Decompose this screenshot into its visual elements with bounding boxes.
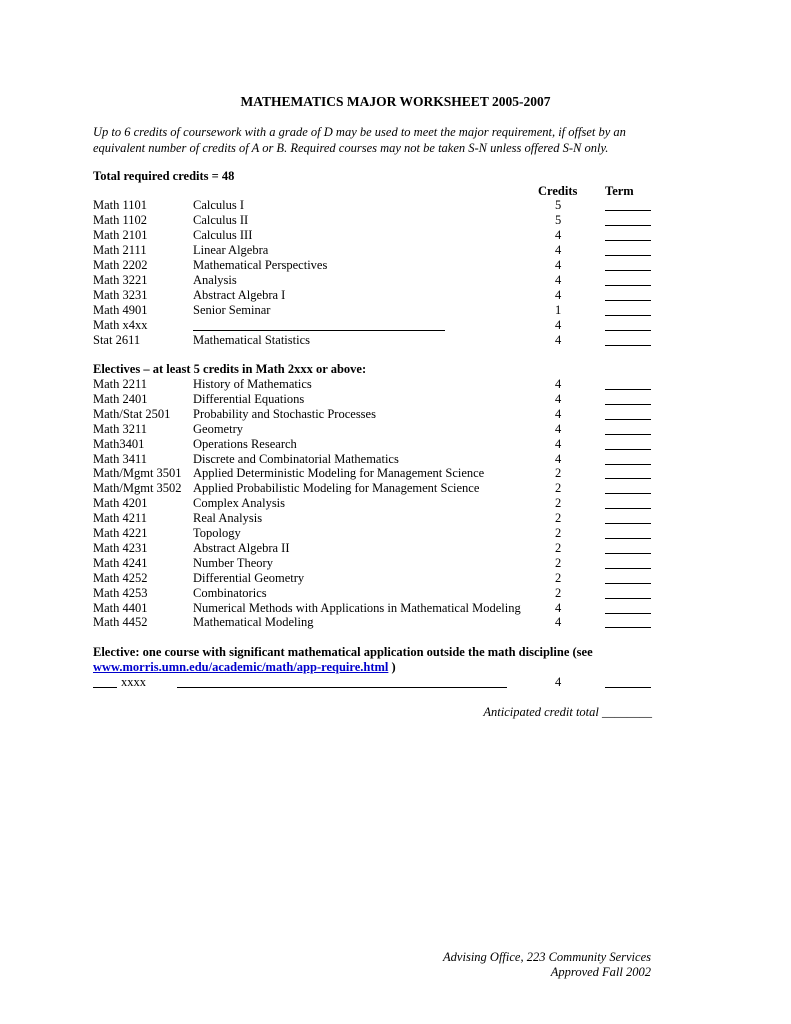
electives-heading: Electives – at least 5 credits in Math 2xxx or above: bbox=[93, 362, 367, 376]
course-title: Numerical Methods with Applications in Mathematical Modeling bbox=[193, 600, 521, 615]
course-row bbox=[93, 556, 653, 571]
course-row bbox=[93, 333, 653, 348]
course-title-blank[interactable] bbox=[193, 318, 445, 331]
required-heading: Total required credits = 48 bbox=[93, 169, 235, 183]
course-row bbox=[93, 511, 653, 526]
course-row bbox=[93, 586, 653, 601]
course-credits: 4 bbox=[555, 228, 562, 242]
course-credits: 2 bbox=[555, 466, 562, 481]
term-blank[interactable] bbox=[605, 449, 651, 450]
course-credits: 5 bbox=[555, 213, 562, 227]
course-code: Math 4211 bbox=[93, 511, 148, 526]
course-credits: 4 bbox=[555, 333, 562, 347]
footer-approved: Approved Fall 2002 bbox=[550, 965, 651, 979]
course-credits: 4 bbox=[555, 436, 562, 451]
term-blank[interactable] bbox=[605, 255, 651, 256]
term-blank[interactable] bbox=[605, 210, 651, 211]
course-code: Math 4221 bbox=[93, 526, 148, 540]
course-title: Abstract Algebra I bbox=[193, 288, 286, 302]
term-blank[interactable] bbox=[605, 568, 651, 569]
application-course-blank[interactable] bbox=[177, 675, 507, 688]
course-credits: 2 bbox=[555, 511, 562, 526]
course-row bbox=[93, 526, 653, 541]
course-title: Geometry bbox=[193, 421, 243, 436]
course-title: Mathematical Modeling bbox=[193, 615, 314, 630]
course-row bbox=[93, 243, 653, 258]
course-code: Math 3211 bbox=[93, 421, 148, 436]
course-code: Math3401 bbox=[93, 436, 145, 451]
term-blank[interactable] bbox=[605, 404, 651, 405]
term-blank[interactable] bbox=[605, 478, 651, 479]
course-code: Math 1102 bbox=[93, 213, 148, 227]
course-title: Calculus III bbox=[193, 228, 253, 242]
course-row bbox=[93, 198, 653, 213]
course-code: Math 4901 bbox=[93, 303, 148, 317]
course-code: Math 2401 bbox=[93, 391, 148, 406]
term-blank[interactable] bbox=[605, 285, 651, 286]
course-title: Number Theory bbox=[193, 555, 273, 570]
course-row bbox=[93, 288, 653, 303]
course-row bbox=[93, 228, 653, 243]
link-suffix: ) bbox=[388, 660, 396, 674]
course-row bbox=[93, 466, 653, 481]
course-credits: 4 bbox=[555, 451, 562, 466]
term-blank[interactable] bbox=[605, 345, 651, 346]
course-row bbox=[93, 422, 653, 437]
course-row bbox=[93, 303, 653, 318]
term-blank[interactable] bbox=[605, 613, 651, 614]
course-title: Discrete and Combinatorial Mathematics bbox=[193, 451, 399, 466]
course-code: Math 1101 bbox=[93, 198, 148, 212]
application-code: xxxx bbox=[121, 675, 146, 689]
course-row bbox=[93, 273, 653, 288]
course-code: Math/Stat 2501 bbox=[93, 406, 171, 421]
course-title: Differential Equations bbox=[193, 391, 305, 406]
course-code: Math/Mgmt 3501 bbox=[93, 466, 182, 481]
course-credits: 2 bbox=[555, 555, 562, 570]
app-require-link[interactable]: www.morris.umn.edu/academic/math/app-require.html bbox=[93, 660, 389, 674]
term-blank[interactable] bbox=[605, 270, 651, 271]
application-term-blank[interactable] bbox=[605, 687, 651, 688]
page-title: MATHEMATICS MAJOR WORKSHEET 2005-2007 bbox=[240, 94, 551, 109]
course-row bbox=[93, 571, 653, 586]
course-credits: 2 bbox=[555, 570, 562, 585]
course-title: Differential Geometry bbox=[193, 570, 305, 585]
term-blank[interactable] bbox=[605, 225, 651, 226]
course-title: Calculus I bbox=[193, 198, 245, 212]
course-row bbox=[93, 377, 653, 392]
footer-office: Advising Office, 223 Community Services bbox=[443, 950, 651, 964]
course-row bbox=[93, 601, 653, 616]
application-row bbox=[93, 675, 653, 690]
course-row bbox=[93, 615, 653, 630]
course-row bbox=[93, 496, 653, 511]
course-code: Math 4253 bbox=[93, 585, 148, 600]
course-credits: 4 bbox=[555, 288, 562, 302]
course-title: Probability and Stochastic Processes bbox=[193, 406, 376, 421]
course-title: Analysis bbox=[193, 273, 237, 287]
course-row bbox=[93, 213, 653, 228]
course-code: Math/Mgmt 3502 bbox=[93, 481, 182, 496]
course-credits: 4 bbox=[555, 318, 562, 332]
course-title: History of Mathematics bbox=[193, 377, 312, 391]
course-title: Mathematical Perspectives bbox=[193, 258, 328, 272]
term-blank[interactable] bbox=[605, 300, 651, 301]
course-credits: 4 bbox=[555, 600, 562, 615]
course-title: Applied Deterministic Modeling for Management Science bbox=[193, 466, 485, 481]
course-code: Math 4231 bbox=[93, 540, 148, 555]
course-credits: 2 bbox=[555, 526, 562, 540]
course-credits: 4 bbox=[555, 377, 562, 391]
course-credits: 4 bbox=[555, 406, 562, 421]
course-credits: 2 bbox=[555, 496, 562, 511]
course-code: Math 4252 bbox=[93, 570, 148, 585]
course-row bbox=[93, 452, 653, 467]
course-code: Math 3221 bbox=[93, 273, 148, 287]
course-code: Math 3231 bbox=[93, 288, 148, 302]
term-blank[interactable] bbox=[605, 434, 651, 435]
course-title: Senior Seminar bbox=[193, 303, 271, 317]
course-title: Topology bbox=[193, 526, 241, 540]
intro-paragraph: Up to 6 credits of coursework with a grade of D may be used to meet the major requirement, if offset by an equivalent number of credits of A or B. Required courses may not be taken S-N unless offered S-N only. bbox=[93, 125, 626, 155]
term-blank[interactable] bbox=[605, 523, 651, 524]
course-title: Complex Analysis bbox=[193, 496, 286, 511]
course-credits: 4 bbox=[555, 421, 562, 436]
course-code: Math 4401 bbox=[93, 600, 148, 615]
course-code: Math 4452 bbox=[93, 615, 148, 630]
term-blank[interactable] bbox=[605, 493, 651, 494]
course-credits: 4 bbox=[555, 273, 562, 287]
course-code: Math 2211 bbox=[93, 377, 148, 391]
course-code: Math 2101 bbox=[93, 228, 148, 242]
course-code: Math 2202 bbox=[93, 258, 148, 272]
course-row bbox=[93, 318, 653, 333]
term-blank[interactable] bbox=[605, 240, 651, 241]
course-row bbox=[93, 392, 653, 407]
course-row bbox=[93, 437, 653, 452]
course-credits: 4 bbox=[555, 615, 562, 630]
term-blank[interactable] bbox=[605, 419, 651, 420]
term-blank[interactable] bbox=[605, 464, 651, 465]
course-credits: 4 bbox=[555, 391, 562, 406]
application-credits: 4 bbox=[555, 675, 562, 689]
course-code: Math 4201 bbox=[93, 496, 148, 511]
course-code: Math x4xx bbox=[93, 318, 148, 332]
application-check-blank[interactable] bbox=[93, 675, 117, 688]
term-blank[interactable] bbox=[605, 627, 651, 628]
course-title: Abstract Algebra II bbox=[193, 540, 290, 555]
term-blank[interactable] bbox=[605, 538, 651, 539]
course-row bbox=[93, 407, 653, 422]
course-title: Applied Probabilistic Modeling for Management Science bbox=[193, 481, 480, 496]
course-row bbox=[93, 481, 653, 496]
course-credits: 2 bbox=[555, 585, 562, 600]
course-row bbox=[93, 541, 653, 556]
course-code: Math 4241 bbox=[93, 555, 148, 570]
course-code: Math 3411 bbox=[93, 451, 148, 466]
term-blank[interactable] bbox=[605, 508, 651, 509]
course-credits: 1 bbox=[555, 303, 562, 317]
term-column-header: Term bbox=[605, 184, 634, 198]
course-code: Math 2111 bbox=[93, 243, 147, 257]
course-credits: 2 bbox=[555, 540, 562, 555]
course-title: Operations Research bbox=[193, 436, 297, 451]
application-heading: Elective: one course with significant mathematical application outside the math discipline (see bbox=[93, 645, 593, 659]
course-credits: 4 bbox=[555, 243, 562, 257]
course-title: Calculus II bbox=[193, 213, 249, 227]
term-blank[interactable] bbox=[605, 315, 651, 316]
application-link-line bbox=[93, 660, 396, 675]
course-credits: 2 bbox=[555, 481, 562, 496]
term-blank[interactable] bbox=[605, 598, 651, 599]
course-credits: 5 bbox=[555, 198, 562, 212]
course-row bbox=[93, 258, 653, 273]
course-title: Linear Algebra bbox=[193, 243, 269, 257]
credits-column-header: Credits bbox=[538, 184, 578, 198]
course-title: Real Analysis bbox=[193, 511, 263, 526]
anticipated-credit-total: Anticipated credit total ________ bbox=[483, 705, 652, 719]
course-credits: 4 bbox=[555, 258, 562, 272]
term-blank[interactable] bbox=[605, 583, 651, 584]
term-blank[interactable] bbox=[605, 330, 651, 331]
term-blank[interactable] bbox=[605, 553, 651, 554]
course-title: Combinatorics bbox=[193, 585, 267, 600]
term-blank[interactable] bbox=[605, 389, 651, 390]
course-code: Stat 2611 bbox=[93, 333, 141, 347]
course-title: Mathematical Statistics bbox=[193, 333, 310, 347]
